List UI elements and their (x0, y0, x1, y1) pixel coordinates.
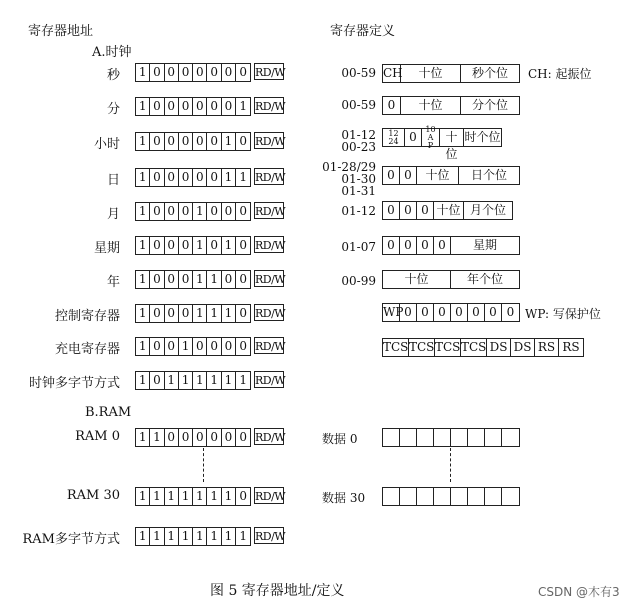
clock-row-bits (135, 337, 251, 356)
bit-cell: 0 (207, 237, 221, 254)
clock-row-rw: RD/W (254, 304, 284, 321)
clock-row-rw: RD/W (254, 132, 284, 149)
bit-cell: 0 (239, 489, 248, 503)
bit-cell: 0 (165, 237, 179, 254)
field-cell: 0 (417, 202, 434, 219)
bit-cell: 1 (136, 133, 150, 150)
bit-cell: 1 (136, 488, 150, 505)
clock-row-bits (135, 202, 251, 221)
bit-cell: 1 (239, 170, 248, 184)
bit-cell: 0 (179, 237, 193, 254)
field-cell: 十位 (401, 65, 461, 82)
field-cell: DS (511, 339, 535, 356)
definition-month (382, 201, 513, 220)
field-cell: 0 (400, 304, 417, 321)
bit-cell: 1 (222, 169, 236, 186)
bit-cell: 0 (150, 64, 164, 81)
field-cell: TCS (409, 340, 435, 354)
range-label: 01-07 (341, 240, 376, 254)
bit-cell: 0 (165, 98, 179, 115)
field-cell: 十位 (401, 97, 461, 114)
bit-cell: 1 (150, 429, 164, 446)
field-cell: CH (383, 66, 403, 80)
ram-row-bits (135, 428, 251, 447)
bit-cell: 0 (179, 169, 193, 186)
field-cell: RS (535, 339, 559, 356)
bit-cell: 1 (193, 528, 207, 545)
range-label: 00-59 (341, 66, 376, 80)
range-label: 01-28/29 (322, 160, 376, 174)
bit-cell: 0 (179, 98, 193, 115)
note-wp: WP: 写保护位 (525, 307, 601, 321)
clock-row-label: 秒 (106, 68, 120, 83)
field-cell: 0 (451, 304, 468, 321)
bit-cell: 1 (222, 133, 236, 150)
bit-cell: 0 (193, 429, 207, 446)
ram-row-bits (135, 527, 251, 546)
field-cell: 十位 (417, 167, 459, 184)
bit-cell: 0 (239, 134, 248, 148)
bit-cell: 0 (239, 65, 248, 79)
range-label: 01-12 (341, 204, 376, 218)
data-cell (485, 429, 502, 446)
range-label: 01-31 (341, 184, 376, 198)
bit-cell: 0 (150, 305, 164, 322)
bit-cell: 0 (165, 64, 179, 81)
field-cell: 十位 (434, 202, 464, 219)
field-cell: 0 (434, 304, 451, 321)
bit-cell: 0 (165, 133, 179, 150)
range-label: 01-12 (341, 128, 376, 142)
definition-year (382, 270, 520, 289)
bit-cell: 0 (222, 338, 236, 355)
field-cell: 星期 (472, 238, 497, 252)
ram-data-cells (382, 428, 520, 447)
bit-cell: 1 (222, 237, 236, 254)
bit-cell: 0 (150, 203, 164, 220)
section-ram: B.RAM (85, 405, 132, 420)
ram-row-rw: RD/W (254, 487, 284, 504)
bit-cell: 1 (136, 528, 150, 545)
field-cell: 时个位 (464, 130, 501, 144)
bit-cell: 0 (222, 64, 236, 81)
field-cell: TCS (461, 340, 487, 354)
clock-row-label: 星期 (93, 241, 120, 256)
range-label: 00-99 (341, 274, 376, 288)
bit-cell: 1 (179, 338, 193, 355)
bit-cell: 1 (193, 237, 207, 254)
bit-cell: 1 (239, 373, 248, 387)
clock-row-label: 小时 (93, 137, 120, 152)
bit-cell: 0 (207, 203, 221, 220)
clock-row-bits (135, 168, 251, 187)
bit-cell: 1 (222, 305, 236, 322)
bit-cell: 0 (150, 372, 164, 389)
bit-cell: 0 (150, 338, 164, 355)
data-cell (451, 429, 468, 446)
clock-row-rw: RD/W (254, 202, 284, 219)
data-cell (451, 488, 468, 505)
clock-row-rw: RD/W (254, 236, 284, 253)
bit-cell: 1 (193, 305, 207, 322)
definition-hour (382, 124, 502, 161)
bit-cell: 1 (136, 64, 150, 81)
field-cell: 0 (405, 129, 422, 146)
bit-cell: 1 (136, 271, 150, 288)
ellipsis-line (450, 448, 451, 482)
clock-row-label: 月 (106, 207, 120, 222)
bit-cell: 0 (165, 338, 179, 355)
bit-cell: 1 (165, 488, 179, 505)
range-label: 00-59 (341, 98, 376, 112)
field-cell: TCS (383, 340, 409, 354)
clock-row-label: 时钟多字节方式 (28, 376, 120, 391)
bit-cell: 0 (179, 305, 193, 322)
ram-data-label: 数据 0 (322, 432, 358, 446)
bit-cell: 1 (150, 488, 164, 505)
bit-cell: 1 (193, 488, 207, 505)
bit-cell: 0 (207, 64, 221, 81)
clock-row-bits (135, 304, 251, 323)
clock-row-bits (135, 63, 251, 82)
bit-cell: 1 (165, 372, 179, 389)
bit-cell: 0 (150, 98, 164, 115)
bit-cell: 0 (165, 305, 179, 322)
data-cell (485, 488, 502, 505)
bit-cell: 0 (179, 271, 193, 288)
field-cell: 0 (400, 202, 417, 219)
bit-cell: 1 (207, 372, 221, 389)
bit-cell: 1 (179, 372, 193, 389)
note-ch: CH: 起振位 (528, 67, 592, 81)
watermark: CSDN @木有3 (538, 585, 620, 599)
bit-cell: 1 (239, 99, 248, 113)
clock-row-rw: RD/W (254, 168, 284, 185)
field-cell: 0 (383, 97, 401, 114)
bit-cell: 1 (136, 338, 150, 355)
clock-row-rw: RD/W (254, 371, 284, 388)
field-cell: 0 (434, 237, 451, 254)
bit-cell: 1 (207, 305, 221, 322)
bit-cell: 0 (165, 271, 179, 288)
field-cell: 年个位 (466, 272, 503, 286)
field-cell: 12 24 (383, 129, 405, 146)
ram-row-rw: RD/W (254, 527, 284, 544)
field-cell: 秒个位 (471, 66, 508, 80)
bit-cell: 0 (150, 237, 164, 254)
definition-week (382, 236, 520, 255)
bit-cell: 0 (207, 338, 221, 355)
bit-cell: 1 (136, 429, 150, 446)
bit-cell: 1 (136, 169, 150, 186)
field-cell: TCS (435, 340, 461, 354)
bit-cell: 1 (136, 98, 150, 115)
bit-cell: 0 (207, 133, 221, 150)
bit-cell: 1 (222, 528, 236, 545)
data-cell (400, 488, 417, 505)
bit-cell: 0 (193, 98, 207, 115)
field-cell: WP (383, 305, 404, 319)
bit-cell: 0 (207, 169, 221, 186)
field-cell: 十位 (440, 129, 464, 146)
bit-cell: 1 (179, 488, 193, 505)
bit-cell: 1 (193, 372, 207, 389)
bit-cell: 0 (222, 98, 236, 115)
bit-cell: 1 (207, 528, 221, 545)
bit-cell: 1 (150, 528, 164, 545)
section-clock: A.时钟 (92, 45, 132, 60)
bit-cell: 0 (193, 169, 207, 186)
bit-cell: 0 (165, 169, 179, 186)
bit-cell: 0 (239, 204, 248, 218)
header-address: 寄存器地址 (28, 24, 94, 39)
bit-cell: 1 (136, 203, 150, 220)
clock-row-label: 年 (106, 275, 120, 290)
ram-row-label: RAM 0 (75, 429, 120, 444)
clock-row-label: 分 (106, 102, 120, 117)
clock-row-rw: RD/W (254, 337, 284, 354)
bit-cell: 1 (136, 305, 150, 322)
bit-cell: 0 (239, 272, 248, 286)
bit-cell: 0 (222, 203, 236, 220)
bit-cell: 0 (222, 429, 236, 446)
data-cell (434, 488, 451, 505)
bit-cell: 0 (207, 429, 221, 446)
bit-cell: 0 (193, 338, 207, 355)
data-cell (417, 429, 434, 446)
range-label: 01-30 (341, 172, 376, 186)
definition-sec (382, 64, 520, 83)
field-cell: 日个位 (470, 168, 507, 182)
data-cell (502, 429, 519, 446)
bit-cell: 1 (207, 488, 221, 505)
bit-cell: 1 (179, 528, 193, 545)
field-cell: 0 (383, 167, 400, 184)
clock-row-bits (135, 371, 251, 390)
data-cell (468, 488, 485, 505)
bit-cell: 0 (150, 133, 164, 150)
bit-cell: 0 (239, 430, 248, 444)
data-cell (502, 488, 519, 505)
data-cell (434, 429, 451, 446)
header-definition: 寄存器定义 (330, 24, 396, 39)
clock-row-bits (135, 236, 251, 255)
bit-cell: 1 (239, 529, 248, 543)
field-cell: 0 (383, 202, 400, 219)
definition-min (382, 96, 520, 115)
bit-cell: 0 (207, 98, 221, 115)
field-cell: DS (487, 339, 511, 356)
bit-cell: 0 (150, 271, 164, 288)
bit-cell: 0 (179, 133, 193, 150)
field-cell: 月个位 (469, 203, 506, 217)
ram-data-label: 数据 30 (322, 491, 366, 505)
field-cell: 0 (485, 304, 502, 321)
bit-cell: 1 (136, 372, 150, 389)
bit-cell: 0 (239, 238, 248, 252)
figure-caption: 图 5 寄存器地址/定义 (210, 583, 345, 599)
definition-ctrl (382, 303, 520, 322)
bit-cell: 1 (222, 488, 236, 505)
ellipsis-line (203, 448, 204, 482)
field-cell: 0 (468, 304, 485, 321)
clock-row-bits (135, 132, 251, 151)
field-cell: 0 (506, 305, 515, 319)
clock-row-label: 日 (106, 173, 120, 188)
field-cell: 0 (383, 237, 400, 254)
bit-cell: 1 (222, 372, 236, 389)
bit-cell: 0 (179, 64, 193, 81)
definition-day (382, 166, 520, 185)
field-cell: 分个位 (471, 98, 508, 112)
bit-cell: 1 (193, 271, 207, 288)
bit-cell: 1 (193, 203, 207, 220)
bit-cell: 0 (165, 203, 179, 220)
ram-row-label: RAM多字节方式 (22, 532, 120, 547)
bit-cell: 0 (179, 203, 193, 220)
ram-row-rw: RD/W (254, 428, 284, 445)
bit-cell: 1 (165, 528, 179, 545)
clock-row-label: 充电寄存器 (54, 342, 120, 357)
definition-charge (382, 338, 584, 357)
ram-row-label: RAM 30 (66, 488, 120, 503)
data-cell (468, 429, 485, 446)
bit-cell: 0 (179, 429, 193, 446)
bit-cell: 0 (239, 339, 248, 353)
bit-cell: 0 (222, 271, 236, 288)
clock-row-rw: RD/W (254, 63, 284, 80)
field-cell: 十位 (383, 271, 451, 288)
data-cell (383, 429, 400, 446)
bit-cell: 0 (193, 64, 207, 81)
data-cell (400, 429, 417, 446)
field-cell: 0 (400, 237, 417, 254)
clock-row-rw: RD/W (254, 270, 284, 287)
field-cell: 10 A P (422, 129, 440, 146)
clock-row-rw: RD/W (254, 97, 284, 114)
bit-cell: 0 (193, 133, 207, 150)
data-cell (383, 488, 400, 505)
ram-data-cells (382, 487, 520, 506)
bit-cell: 1 (207, 271, 221, 288)
bit-cell: 0 (239, 306, 248, 320)
clock-row-bits (135, 270, 251, 289)
bit-cell: 0 (150, 169, 164, 186)
data-cell (417, 488, 434, 505)
bit-cell: 0 (165, 429, 179, 446)
field-cell: 0 (400, 167, 417, 184)
clock-row-bits (135, 97, 251, 116)
ram-row-bits (135, 487, 251, 506)
range-label: 00-23 (341, 140, 376, 154)
field-cell: 0 (417, 304, 434, 321)
clock-row-label: 控制寄存器 (54, 309, 120, 324)
bit-cell: 1 (136, 237, 150, 254)
field-cell: RS (562, 340, 580, 354)
field-cell: 0 (417, 237, 434, 254)
